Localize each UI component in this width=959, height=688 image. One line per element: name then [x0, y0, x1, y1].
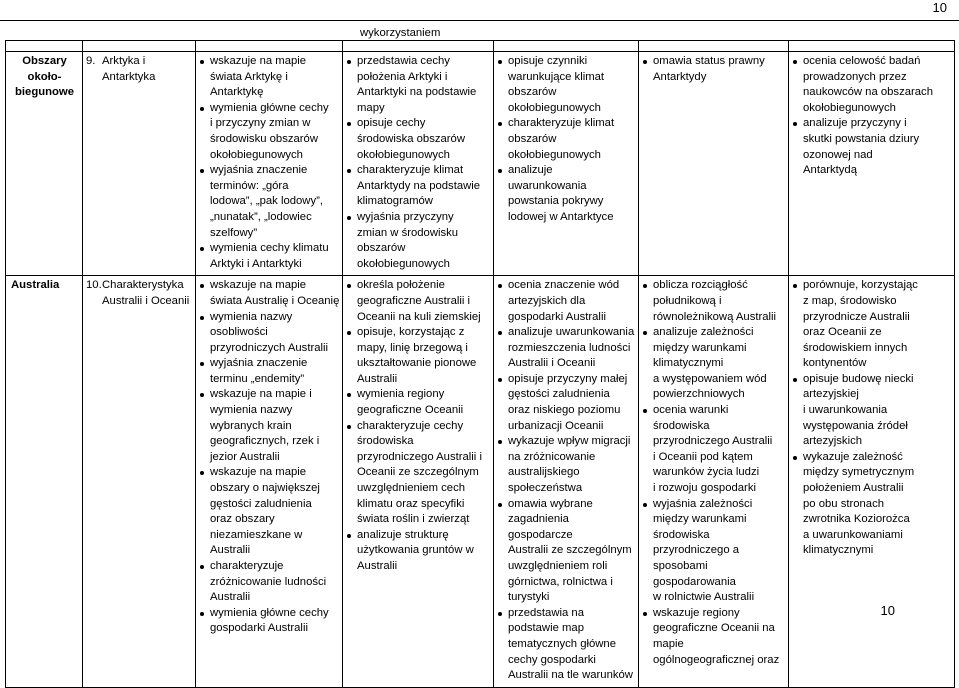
requirement-item: opisuje czynniki warunkujące klimat obszarów okołobiegunowych [497, 54, 636, 116]
header-rule [0, 20, 959, 21]
requirements-excellent-cell [789, 52, 955, 276]
requirements-advanced-cell [494, 276, 639, 687]
topic-number: 9. [86, 55, 96, 67]
requirement-item: wymienia cechy klimatu Arktyki i Antarktyki [199, 241, 340, 272]
text-line: biegunowe [15, 86, 74, 99]
requirement-item: analizuje uwarunkowania powstania pokrywy lodowej w Antarktyce [497, 163, 636, 225]
requirement-item: ocenia znaczenie wód artezyjskich dla gospodarki Australii [497, 278, 636, 325]
requirement-item: charakteryzuje klimat obszarów okołobiegunowych [497, 116, 636, 163]
requirement-item: charakteryzuje cechy środowiska przyrodniczego Australii i Oceanii ze szczególnym uwzględnieniem cech klimatu oraz specyfiki świata roślin i zwierząt [346, 419, 491, 528]
table-carryover-text: wykorzystaniem [360, 27, 441, 39]
requirement-item: wyjaśnia zależności między warunkami środowiska przyrodniczego a sposobami gospodarowania w rolnictwie Australii [642, 497, 786, 606]
requirements-extended-cell [343, 276, 494, 687]
requirement-item: wyjaśnia znaczenie terminów: „góra lodowa”, „pak lodowy”, „nunatak”, „lodowiec szelfowy” [199, 163, 340, 241]
requirement-item: wyjaśnia przyczyny zmian w środowisku obszarów okołobiegunowych [346, 210, 491, 272]
requirement-item: opisuje, korzystając z mapy, linię brzegową i ukształtowanie pionowe Australii [346, 325, 491, 387]
requirements-basic-cell [196, 52, 343, 276]
requirement-item: wskazuje na mapie i wymienia nazwy wybranych krain geograficznych, rzek i jezior Australii [199, 387, 340, 465]
requirement-item: omawia wybrane zagadnienia gospodarcze Australii ze szczególnym uwzględnieniem roli górnictwa, rolnictwa i turystyki [497, 497, 636, 606]
requirements-excellent-cell [789, 276, 955, 687]
requirement-item: wskazuje na mapie świata Arktykę i Antarktykę [199, 54, 340, 101]
requirement-item: wymienia regiony geograficzne Oceanii [346, 387, 491, 418]
requirements-advanced-cell [494, 52, 639, 276]
table-row-polar [6, 52, 955, 276]
requirements-very-advanced-cell [639, 276, 789, 687]
requirements-very-advanced-cell [639, 52, 789, 276]
requirement-item: analizuje uwarunkowania rozmieszczenia ludności Australii i Oceanii [497, 325, 636, 372]
requirement-item: przedstawia na podstawie map tematycznych główne cechy gospodarki Australii na tle warunków [497, 606, 636, 684]
curriculum-table [5, 40, 955, 688]
requirement-item: charakteryzuje klimat Antarktydy na podstawie klimatogramów [346, 163, 491, 210]
text-line: Antarktyka [102, 70, 156, 83]
requirements-extended-cell [343, 52, 494, 276]
requirement-item: opisuje przyczyny małej gęstości zaludnienia oraz niskiego poziomu urbanizacji Oceanii [497, 372, 636, 434]
requirement-item: opisuje budowę niecki artezyjskiej i uwarunkowania występowania źródeł artezyjskich [792, 372, 952, 450]
topic-cell [83, 52, 196, 276]
requirement-item: charakteryzuje zróżnicowanie ludności Australii [199, 559, 340, 606]
text-line: Australia [11, 279, 60, 292]
requirement-item: omawia status prawny Antarktydy [642, 54, 786, 85]
topic-cell [83, 276, 196, 687]
text-line: Charakterystyka [102, 279, 184, 292]
requirement-item: wymienia nazwy osobliwości przyrodniczych Australii [199, 310, 340, 357]
requirement-item: wyjaśnia znaczenie terminu „endemity” [199, 356, 340, 387]
requirement-item: analizuje zależności między warunkami klimatycznymi a występowaniem wód powierzchniowych [642, 325, 786, 403]
table-continuation-row [6, 41, 955, 52]
requirement-item: określa położenie geograficzne Australii i Oceanii na kuli ziemskiej [346, 278, 491, 325]
requirement-item: przedstawia cechy położenia Arktyki i Antarktyki na podstawie mapy [346, 54, 491, 116]
requirement-item: wykazuje wpływ migracji na zróżnicowanie australijskiego społeczeństwa [497, 434, 636, 496]
page-number-bottom: 10 [880, 603, 895, 618]
topic-title [102, 54, 155, 85]
requirement-item: porównuje, korzystając z map, środowisko przyrodnicze Australii oraz Oceanii ze środowiskiem innych kontynentów [792, 278, 952, 372]
requirements-basic-cell [196, 276, 343, 687]
region-cell [6, 52, 83, 276]
text-line: Australii i Oceanii [102, 294, 190, 307]
requirement-item: wskazuje na mapie świata Australię i Oceanię [199, 278, 340, 309]
table-row-australia [6, 276, 955, 687]
requirement-item: wykazuje zależność między symetrycznym położeniem Australii po obu stronach zwrotnika Koziorożca a uwarunkowaniami klimatycznymi [792, 450, 952, 559]
requirement-item: wskazuje regiony geograficzne Oceanii na mapie ogólnogeograficznej oraz [642, 606, 786, 668]
text-line: Obszary [22, 55, 67, 67]
requirement-item: ocenia warunki środowiska przyrodniczego Australii i Oceanii pod kątem warunków życia ludzi i rozwoju gospodarki [642, 403, 786, 497]
requirement-item: wskazuje na mapie obszary o największej gęstości zaludnienia oraz obszary niezamieszkane w Australii [199, 465, 340, 559]
requirement-item: analizuje strukturę użytkowania gruntów w Australii [346, 528, 491, 575]
requirement-item: analizuje przyczyny i skutki powstania dziury ozonowej nad Antarktydą [792, 116, 952, 178]
region-cell [6, 276, 83, 687]
requirement-item: oblicza rozciągłość południkową i równoleżnikową Australii [642, 278, 786, 325]
text-line: około- [27, 70, 62, 83]
requirement-item: ocenia celowość badań prowadzonych przez naukowców na obszarach okołobiegunowych [792, 54, 952, 116]
text-line: Arktyka i [102, 55, 146, 67]
requirement-item: wymienia główne cechy i przyczyny zmian w środowisku obszarów okołobiegunowych [199, 101, 340, 163]
topic-title [102, 278, 189, 309]
requirement-item: wymienia główne cechy gospodarki Australii [199, 606, 340, 637]
page-number-top: 10 [932, 0, 947, 15]
topic-number: 10. [86, 279, 102, 292]
requirement-item: opisuje cechy środowiska obszarów okołobiegunowych [346, 116, 491, 163]
